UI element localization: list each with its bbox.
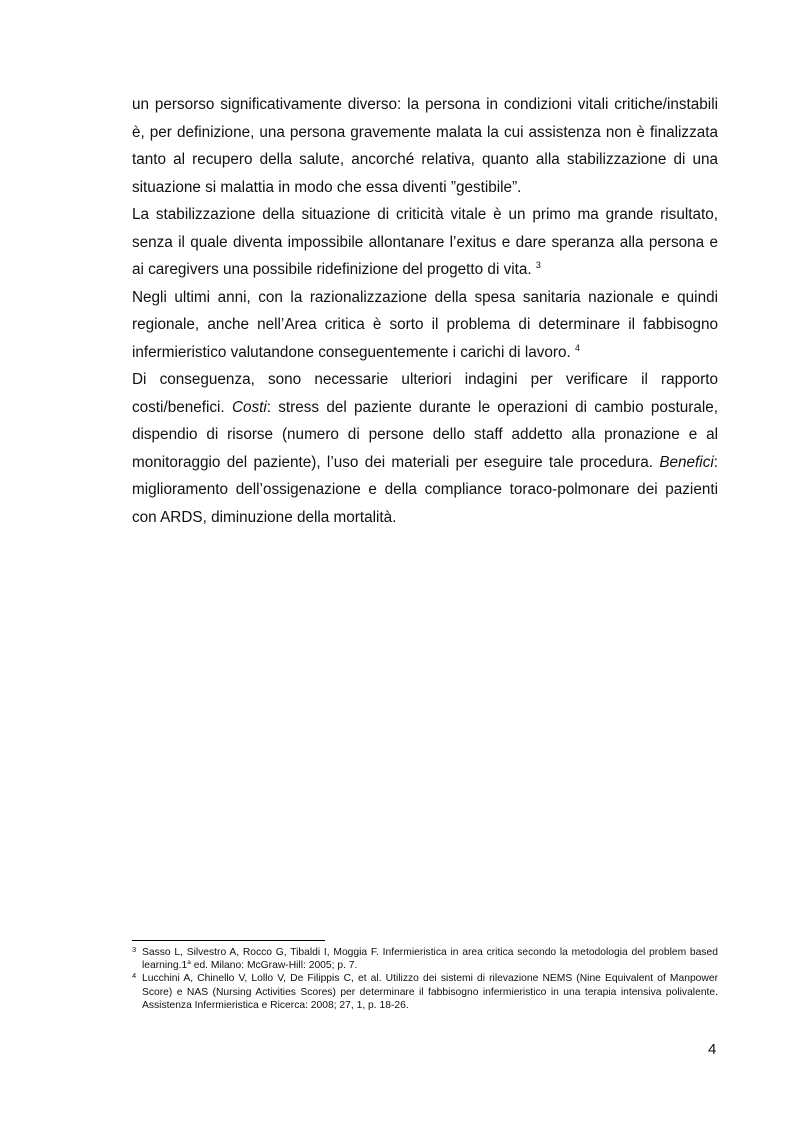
- footnote-ref-4[interactable]: 4: [575, 342, 581, 353]
- benefici-label: Benefici: [659, 453, 714, 471]
- footnote-4: [132, 972, 718, 1012]
- paragraph-1-text: un persorso significativamente diverso: la persona in condizioni vitali critiche/instabili è, per definizione, una persona gravemente malata la cui assistenza non è finalizzata tanto al recupero della salute, ancorché relativa, quanto alla stabilizzazione di una situazione si malattia in modo che essa diventi ”gestibile”.: [132, 96, 718, 196]
- footnote-3-number: 3: [132, 945, 137, 954]
- footnote-3: [132, 946, 718, 972]
- paragraph-4-text-c: : miglioramento dell’ossigenazione e della compliance toraco-polmonare dei pazienti con ARDS, diminuzione della mortalità.: [132, 453, 718, 526]
- paragraph-4: [132, 366, 718, 531]
- footnote-3-edition-sup: a: [187, 959, 191, 967]
- footnote-4-text: Lucchini A, Chinello V, Lollo V, De Filippis C, et al. Utilizzo dei sistemi di rilevazione NEMS (Nine Equivalent of Manpower Score) e NAS (Nursing Activities Scores) per determinare il fabbisogno infermieristico in una terapia intensiva polivalente. Assistenza Infermieristica e Ricerca: 2008; 27, 1, p. 18-26.: [142, 973, 718, 1011]
- paragraph-2: [132, 201, 718, 284]
- paragraph-2-text: La stabilizzazione della situazione di criticità vitale è un primo ma grande risultato, senza il quale diventa impossibile allontanare l’exitus e dare speranza alla persona e ai caregivers una possibile ridefinizione del progetto di vita.: [132, 206, 718, 278]
- footnotes: [132, 946, 718, 1012]
- paragraph-4-text-b: : stress del paziente durante le operazioni di cambio posturale, dispendio di risorse (numero di persone dello staff addetto alla pronazione e al monitoraggio del paziente), l’uso dei materiali per eseguire tale procedura.: [132, 398, 719, 471]
- footnote-4-number: 4: [132, 971, 137, 981]
- paragraph-3: [132, 284, 718, 367]
- page-number: 4: [708, 1041, 717, 1058]
- footnote-ref-3[interactable]: 3: [535, 260, 541, 270]
- paragraph-4-text-a: Di conseguenza, sono necessarie ulteriori indagini per verificare il rapporto costi/benefici.: [132, 371, 718, 416]
- paragraph-3-text: Negli ultimi anni, con la razionalizzazione della spesa sanitaria nazionale e quindi regionale, anche nell’Area critica è sorto il problema di determinare il fabbisogno infermieristico valutandone conseguentemente i carichi di lavoro.: [132, 288, 718, 361]
- footnote-separator: [132, 940, 325, 941]
- footnote-3-text-a: Sasso L, Silvestro A, Rocco G, Tibaldi I, Moggia F. Infermieristica in area critica secondo la metodologia del problem based learning.1: [142, 947, 718, 972]
- footnote-3-text-b: ed. Milano: McGraw-Hill: 2005; p. 7.: [190, 960, 358, 972]
- costi-label: Costi: [231, 398, 267, 416]
- body-text: [132, 91, 718, 531]
- paragraph-1: [132, 91, 718, 201]
